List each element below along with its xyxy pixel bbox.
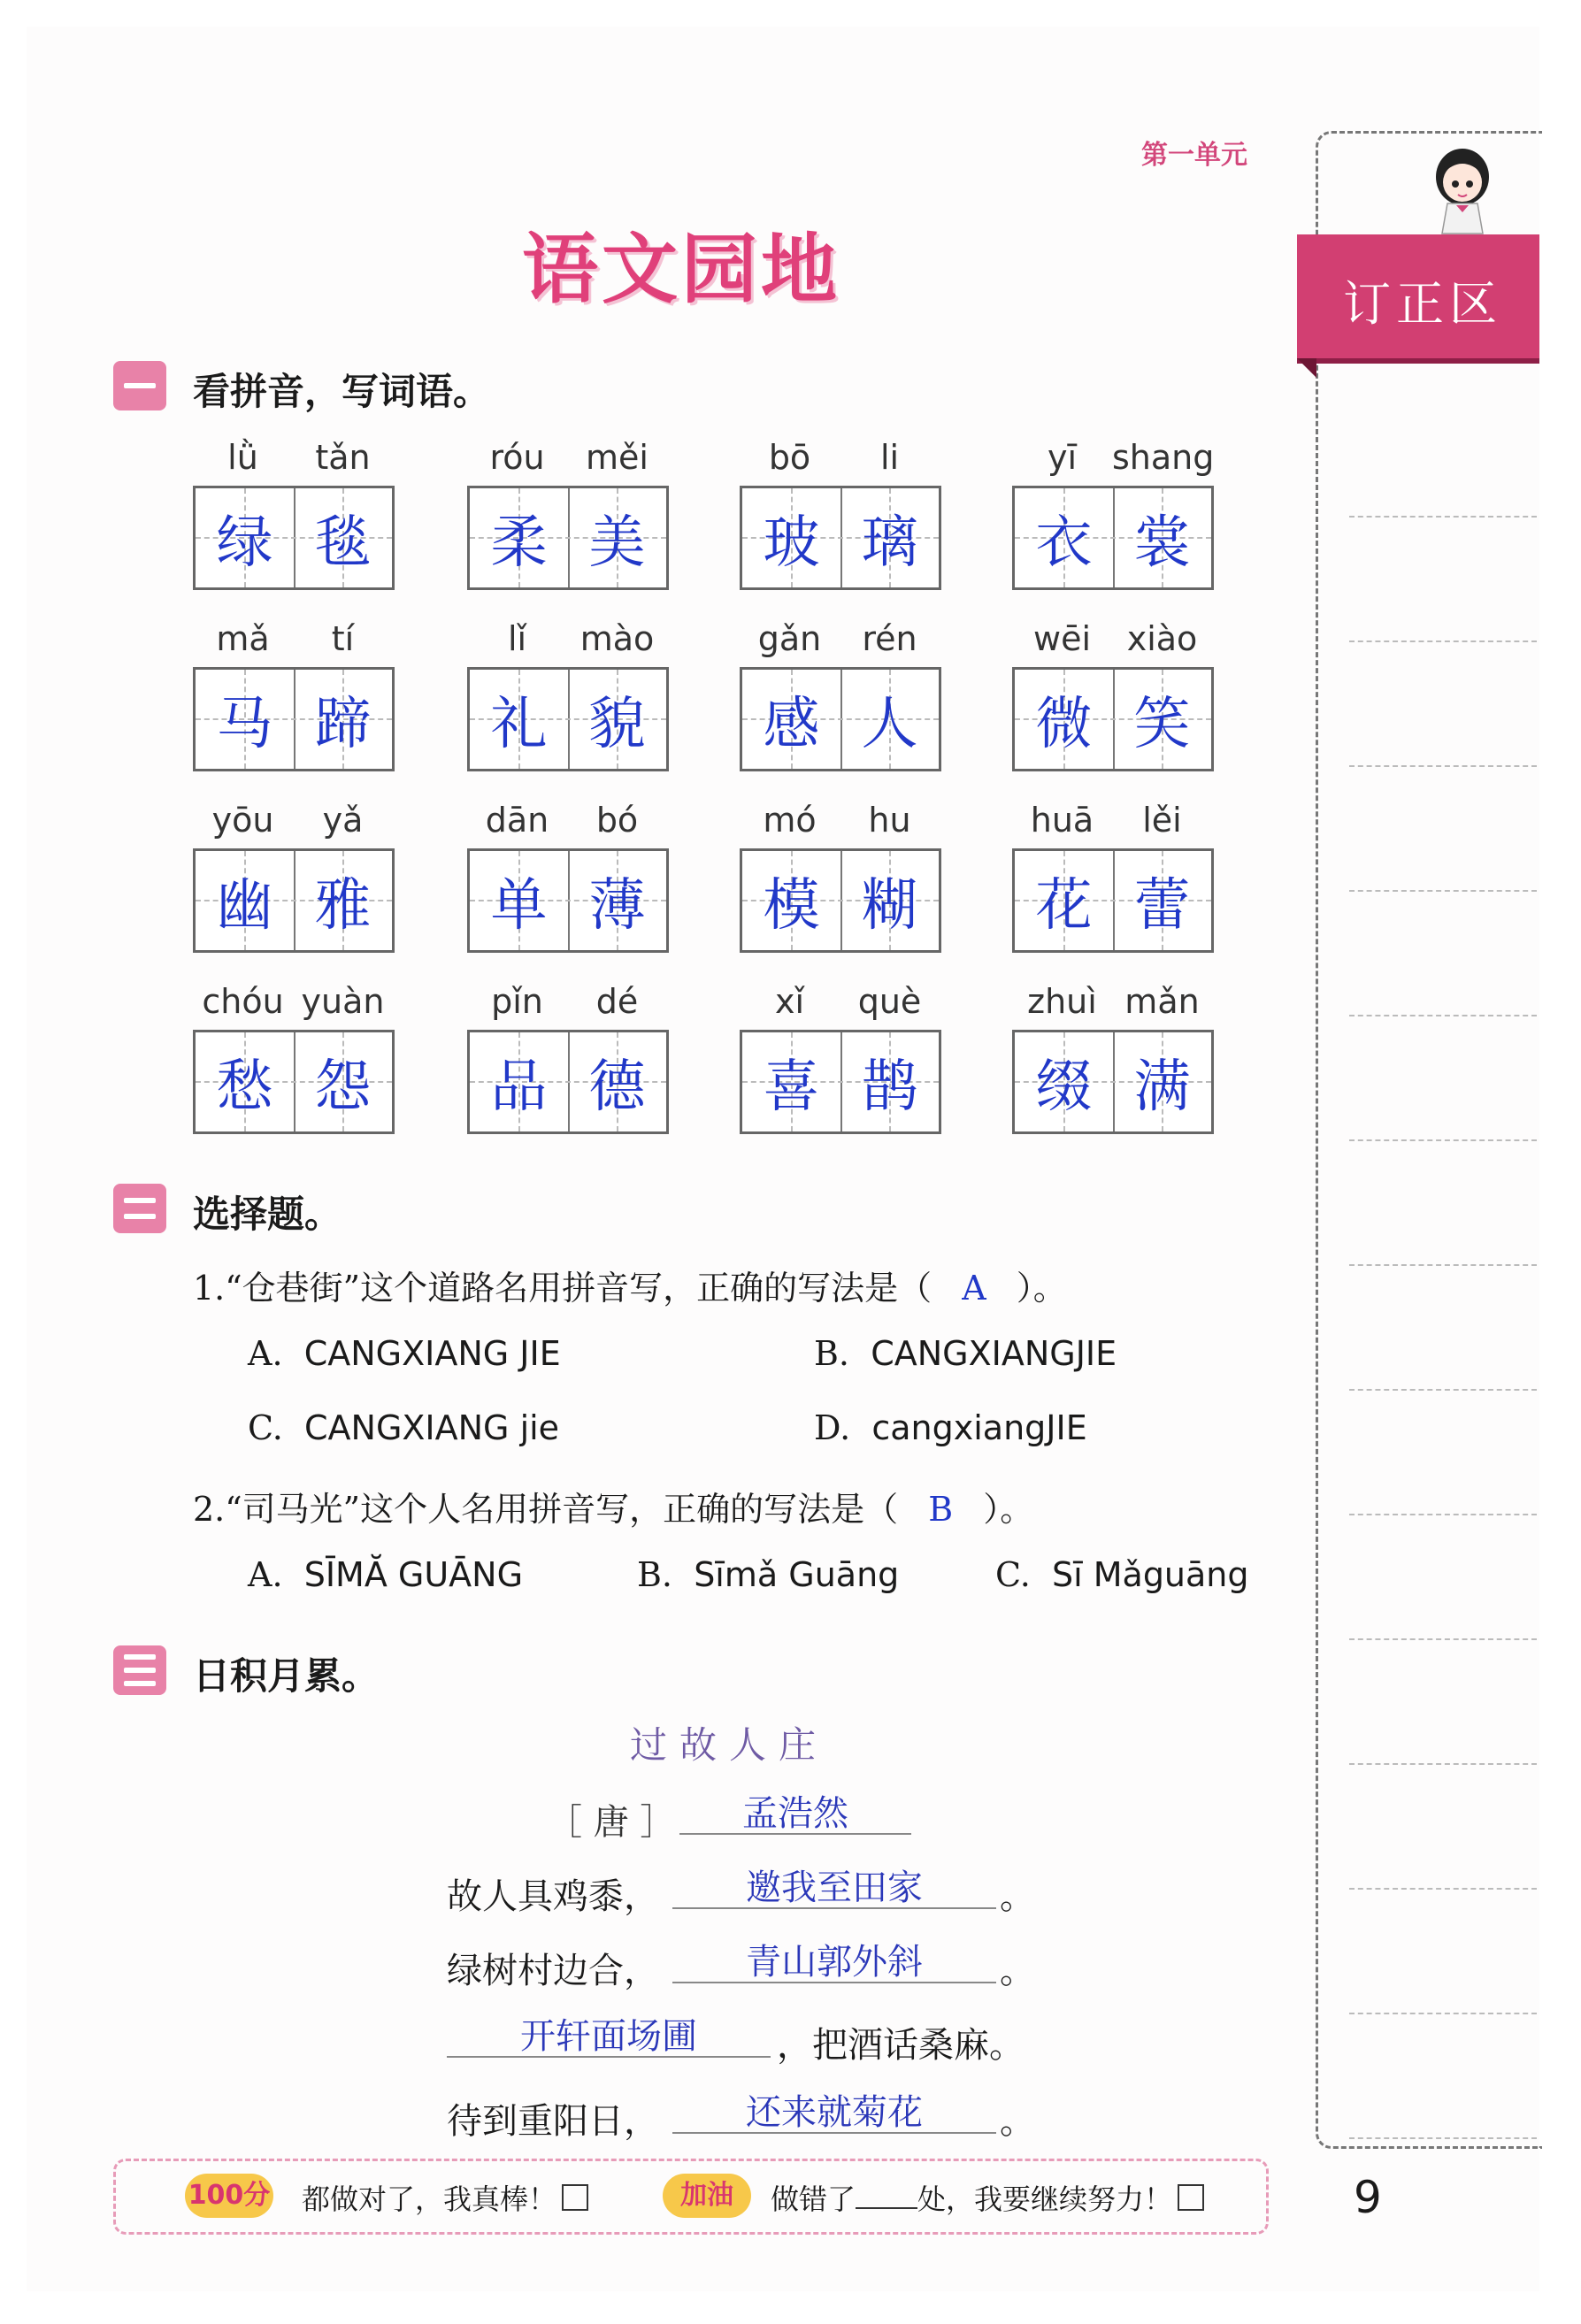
poem-line-3-end: ，把酒话桑麻。: [777, 2025, 1025, 2066]
answer-char: 喜: [763, 1055, 820, 1120]
answer-char: 缀: [1035, 1055, 1093, 1120]
correction-line: [1349, 1139, 1537, 1141]
answer-char: 裳: [1133, 510, 1191, 576]
mistake-count-blank[interactable]: [856, 2207, 917, 2209]
keep-trying-checkbox[interactable]: [1178, 2184, 1204, 2211]
pinyin-label: yī shang: [1047, 438, 1215, 477]
tianzige-box: [1012, 486, 1214, 590]
answer-char: 微: [1035, 692, 1093, 757]
tianzige-box: [740, 486, 941, 590]
correction-line: [1349, 1264, 1537, 1266]
correction-line: [1349, 1888, 1537, 1890]
girl-mascot-icon: [1424, 142, 1500, 235]
q1-option-a: A. CANGXIANG JIE: [248, 1334, 561, 1373]
tianzige-box: [740, 848, 941, 953]
answer-char: 玻: [763, 510, 820, 576]
poem-line-4-start: 待到重阳日，: [447, 2101, 659, 2142]
poem-line-1-end: 。: [1000, 1876, 1035, 1917]
section-2-title: 选择题。: [193, 1193, 342, 1236]
correction-line: [1349, 2137, 1537, 2139]
poem-line-2-start: 绿树村边合，: [447, 1951, 659, 1991]
pinyin-label: pǐn dé: [491, 982, 639, 1021]
section-3-badge: [113, 1645, 166, 1695]
self-check-footer: [113, 2159, 1269, 2235]
correction-line: [1349, 1389, 1537, 1391]
section-3-title: 日积月累。: [193, 1654, 380, 1698]
mistakes-text: 做错了 处，我要继续努力！: [771, 2177, 1204, 2218]
poem-line-2-end: 。: [1000, 1951, 1035, 1991]
page-number: 9: [1354, 2172, 1382, 2223]
pinyin-label: mó hu: [763, 801, 911, 840]
poem-line-4-blank: 还来就菊花: [672, 2084, 996, 2134]
answer-char: 柔: [490, 510, 548, 576]
answer-char: 鹊: [861, 1055, 918, 1120]
pinyin-label: dān bó: [485, 801, 639, 840]
question-2: 2.“司马光”这个人名用拼音写，正确的写法是（ B ）。: [193, 1490, 1034, 1529]
correction-line: [1349, 1638, 1537, 1640]
poem-dynasty: ［ 唐 ］: [547, 1802, 676, 1843]
tianzige-box: [1012, 1030, 1214, 1134]
tianzige-box: [467, 486, 669, 590]
q1-option-d: D. cangxiangJIE: [814, 1408, 1087, 1447]
answer-char: 蹄: [314, 692, 372, 757]
tianzige-box: [467, 1030, 669, 1134]
answer-char: 愁: [216, 1055, 273, 1120]
page-title: 语文园地: [522, 226, 840, 314]
answer-char: 笑: [1133, 692, 1191, 757]
pinyin-label: chóu yuàn: [202, 982, 385, 1021]
answer-char: 雅: [314, 873, 372, 939]
answer-char: 毯: [314, 510, 372, 576]
q2-option-c: C. Sī Mǎguāng: [995, 1555, 1249, 1594]
score-badge: 100分: [185, 2174, 273, 2218]
tianzige-box: [1012, 848, 1214, 953]
question-1: 1.“仓巷街”这个道路名用拼音写，正确的写法是（ A ）。: [193, 1269, 1067, 1308]
answer-char: 幽: [216, 873, 273, 939]
q1-option-b: B. CANGXIANGJIE: [814, 1334, 1117, 1373]
poem-line-3-blank: 开轩面场圃: [447, 2008, 771, 2058]
answer-char: 绿: [216, 510, 273, 576]
tianzige-box: [1012, 667, 1214, 771]
answer-char: 貌: [588, 692, 646, 757]
correction-zone-tab: [1297, 234, 1539, 358]
correction-line: [1349, 516, 1537, 518]
answer-char: 怨: [314, 1055, 372, 1120]
pinyin-label: lǜ tǎn: [227, 438, 371, 477]
poem-line-2-blank: 青山郭外斜: [672, 1934, 996, 1983]
question-2-answer: B: [928, 1490, 954, 1529]
correction-zone-label: 订正区: [1343, 276, 1502, 332]
poem-line-1-blank: 邀我至田家: [672, 1860, 996, 1909]
tianzige-box: [467, 848, 669, 953]
poem-title: 过故人庄: [630, 1723, 829, 1767]
correction-line: [1349, 640, 1537, 642]
q2-option-a: A. SĪMĂ GUĀNG: [248, 1555, 524, 1594]
unit-label: 第一单元: [1141, 140, 1247, 171]
pinyin-label: mǎ tí: [216, 619, 355, 658]
pinyin-label: wēi xiào: [1032, 619, 1198, 658]
tianzige-box: [467, 667, 669, 771]
answer-char: 感: [763, 692, 820, 757]
correction-line: [1349, 1763, 1537, 1765]
section-1-badge: [113, 361, 166, 410]
pinyin-label: róu měi: [489, 438, 649, 477]
answer-char: 单: [490, 873, 548, 939]
tianzige-box: [740, 667, 941, 771]
pinyin-label: lǐ mào: [507, 619, 655, 658]
answer-char: 花: [1035, 873, 1093, 939]
correction-line: [1349, 765, 1537, 767]
pinyin-label: gǎn rén: [757, 619, 917, 658]
poem-line-1-start: 故人具鸡黍，: [447, 1876, 659, 1917]
answer-char: 满: [1133, 1055, 1191, 1120]
section-2-badge: [113, 1184, 166, 1233]
tianzige-box: [740, 1030, 941, 1134]
answer-char: 蕾: [1133, 873, 1191, 939]
answer-char: 衣: [1035, 510, 1093, 576]
section-1-title: 看拼音，写词语。: [193, 370, 491, 413]
answer-char: 德: [588, 1055, 646, 1120]
answer-char: 薄: [588, 873, 646, 939]
answer-char: 人: [861, 692, 918, 757]
answer-char: 模: [763, 873, 820, 939]
answer-char: 品: [490, 1055, 548, 1120]
correction-line: [1349, 1015, 1537, 1016]
answer-char: 美: [588, 510, 646, 576]
poem-line-4-end: 。: [1000, 2101, 1035, 2142]
cheer-badge: 加油: [663, 2174, 751, 2218]
tianzige-box: [193, 486, 395, 590]
poem-author-blank: 孟浩然: [679, 1785, 911, 1835]
question-1-answer: A: [962, 1269, 986, 1308]
pinyin-label: xǐ què: [774, 982, 922, 1021]
tianzige-box: [193, 1030, 395, 1134]
answer-char: 璃: [861, 510, 918, 576]
pinyin-label: huā lěi: [1030, 801, 1182, 840]
all-correct-text: 都做对了，我真棒！: [302, 2177, 588, 2218]
correction-line: [1349, 1514, 1537, 1515]
tianzige-box: [193, 848, 395, 953]
q1-option-c: C. CANGXIANG jie: [248, 1408, 560, 1447]
answer-char: 糊: [861, 873, 918, 939]
correction-line: [1349, 890, 1537, 892]
pinyin-label: zhuì mǎn: [1027, 982, 1200, 1021]
pinyin-label: yōu yǎ: [211, 801, 364, 840]
q2-option-b: B. Sīmǎ Guāng: [637, 1555, 900, 1594]
pinyin-label: bō li: [768, 438, 900, 477]
correction-line: [1349, 2013, 1537, 2014]
answer-char: 礼: [490, 692, 548, 757]
all-correct-checkbox[interactable]: [562, 2184, 588, 2211]
answer-char: 马: [216, 692, 273, 757]
tianzige-box: [193, 667, 395, 771]
